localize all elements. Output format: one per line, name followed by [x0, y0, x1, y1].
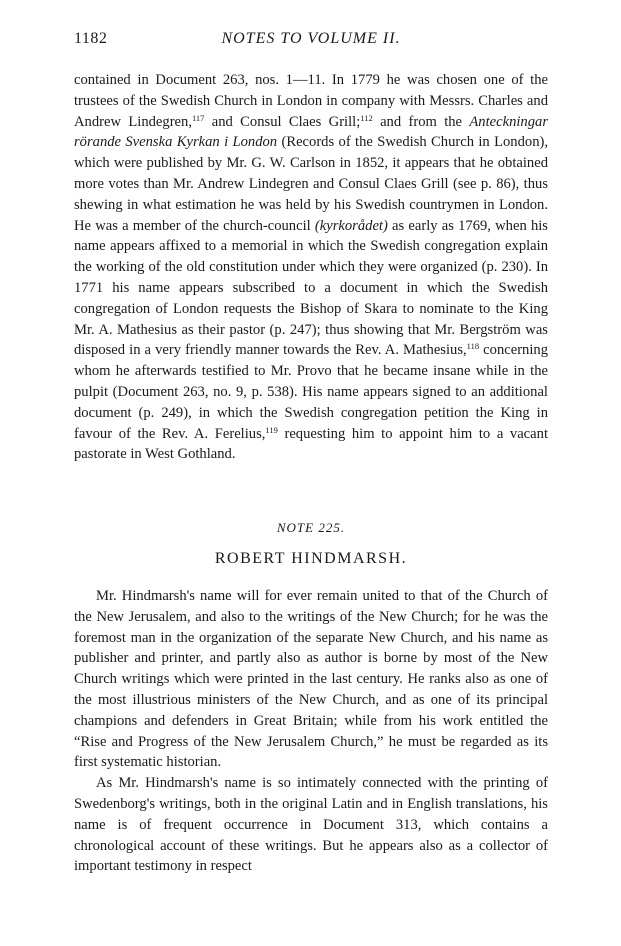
text-run: and Consul Claes Grill; — [204, 113, 361, 130]
note-heading: ROBERT HINDMARSH. — [214, 550, 408, 567]
footnote-ref: 112 — [360, 112, 373, 123]
footnote-ref: 119 — [265, 424, 278, 435]
section-body — [74, 586, 548, 877]
section-paragraph: As Mr. Hindmarsh's name is so intimately connected with the printing of Swedenborg's writings, both in the original Latin and in English translations, his name is of frequent occurrence in Document 313, which contains a chronological account of these writings. But he appears also as a collector of important testimony in respect — [74, 775, 548, 875]
continuation-paragraph — [74, 70, 548, 465]
page-number: 1182 — [74, 30, 108, 47]
text-run: contained in Document 263, nos. 1—11. In 1779 he was chosen one of the trustees of the Swedish Church in London in company with Messrs. Charles and Andrew Lindegren, — [74, 72, 548, 130]
running-title: NOTES TO VOLUME II. — [221, 30, 401, 47]
italic-text: Anteckningar rörande Svenska Kyrkan i London — [74, 113, 548, 151]
section-paragraph: Mr. Hindmarsh's name will for ever remain united to that of the Church of the New Jerusalem, and also to the writings of the New Church; for he was the foremost man in the organization of the separate New Church, and his name as publisher and printer, and partly also as author is borne by most of the New Church writings which were printed in the last century. He ranks also as one of the most illustrious ministers of the New Church, and as one of its principal champions and defenders in Great Britain; while from his work entitled the “Rise and Progress of the New Jerusalem Church,” he must be regarded as its first systematic historian. — [74, 588, 548, 771]
page-header — [74, 30, 548, 50]
text-run: requesting him to appoint him to a vacant pastorate in West Gothland. — [74, 425, 548, 463]
text-run: as early as 1769, when his name appears affixed to a memorial in which the Swedish congregation explain the working of the old constitution under which they were organized (p. 230). In 1771 his name appears subscribed to a document in which the Swedish congregation of London requests the Bishop of Skara to nominate to the King Mr. A. Mathesius as their pastor (p. 247); thus showing that Mr. Bergström was disposed in a very friendly manner towards the Rev. A. Mathesius, — [74, 217, 548, 359]
continuation-text — [74, 70, 548, 465]
text-run: and from the — [372, 113, 470, 130]
footnote-ref: 118 — [466, 341, 480, 352]
italic-text: (kyrkorådet) — [314, 217, 388, 234]
footnote-ref: 117 — [191, 112, 205, 123]
note-number: NOTE 225. — [276, 520, 346, 535]
text-run: concerning whom he afterwards testified to Mr. Provo that he became insane while in the pulpit (Document 263, no. 9, p. 538). His name appears signed to an additional document (p. 249), in which the Swedish congregation petition the King in favour of the Rev. A. Ferelius, — [74, 342, 549, 442]
text-run: (Records of the Swedish Church in London), which were published by Mr. G. W. Carlson in 1852, it appears that he obtained more votes than Mr. Andrew Lindegren and Consul Claes Grill (see p. 86), thus shewing in what estimation he was held by his Swedish countrymen in London. He was a member of the church-council — [74, 134, 548, 234]
